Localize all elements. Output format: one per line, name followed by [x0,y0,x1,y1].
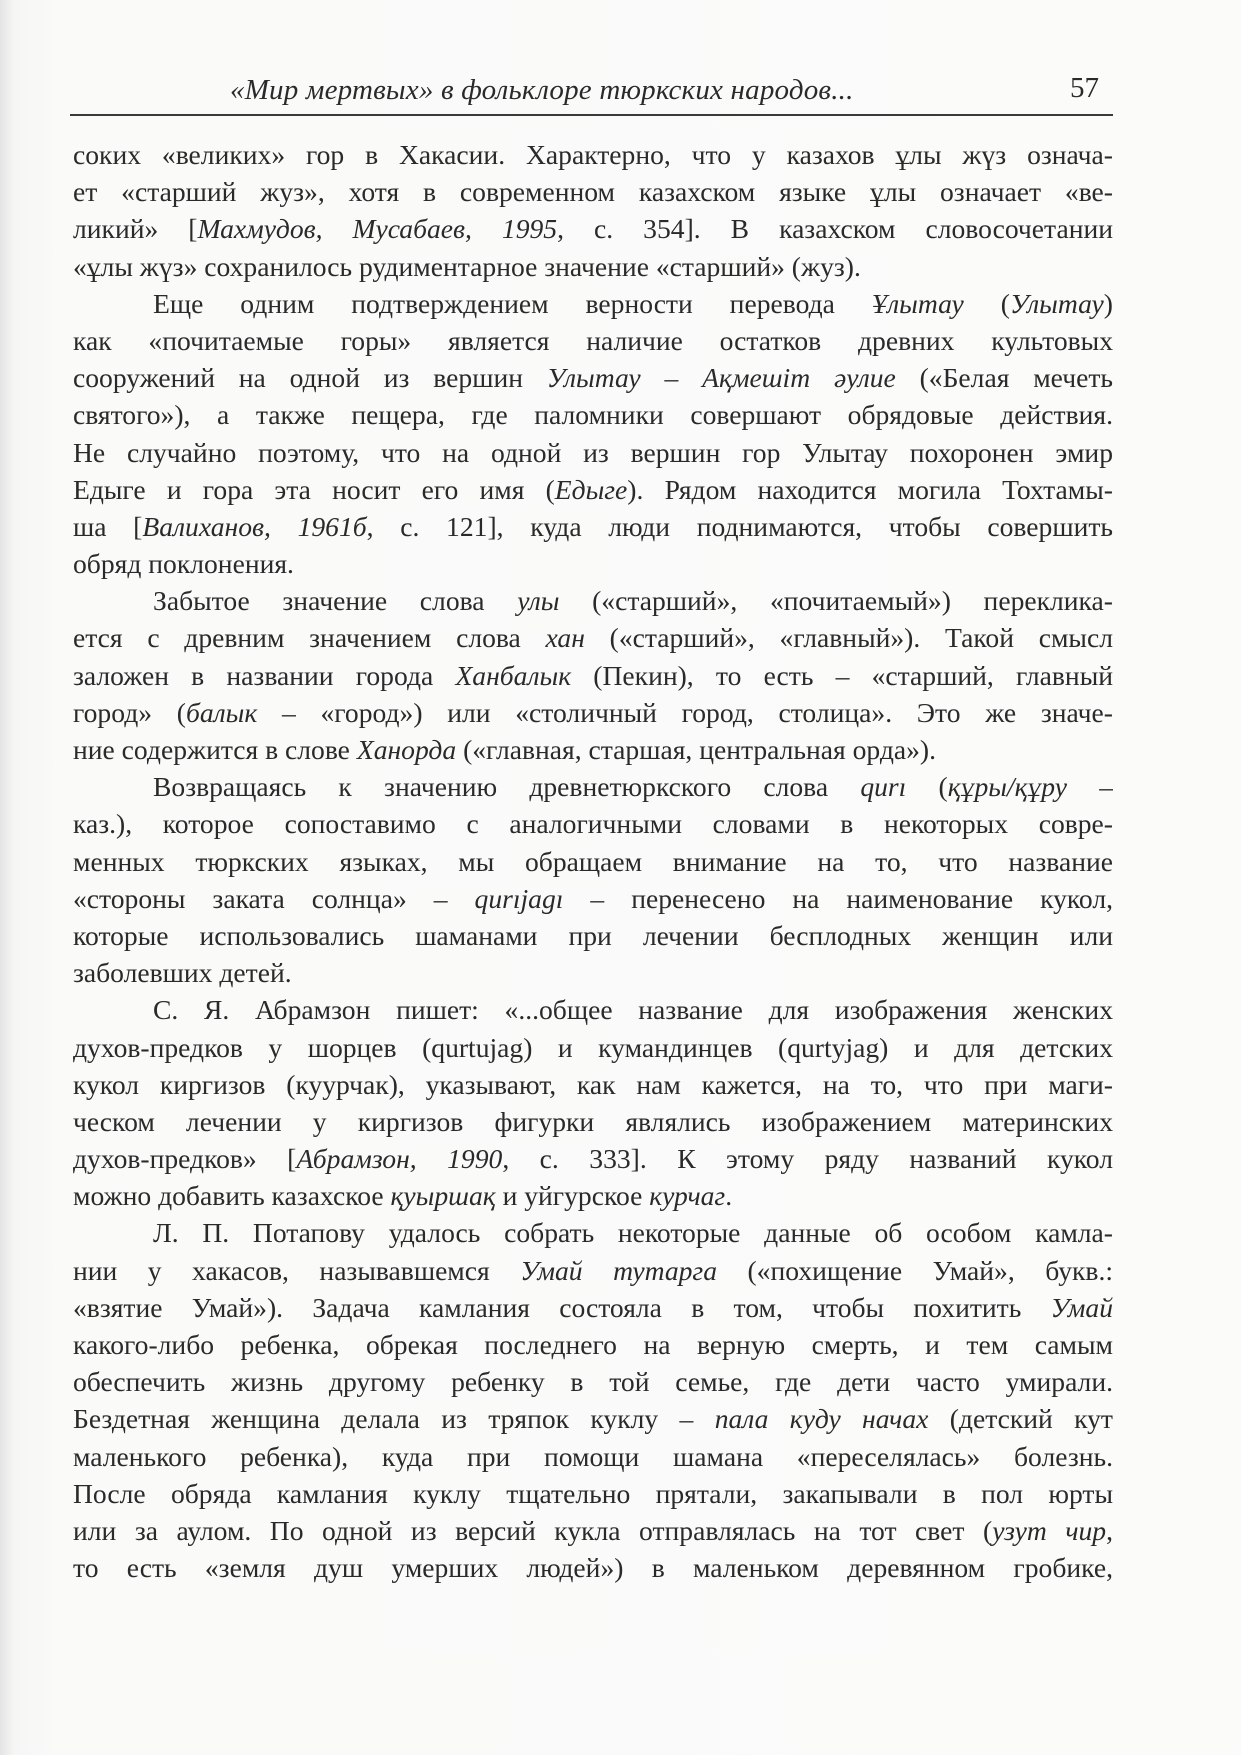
text-line: ется с древним значением слова хан («старший», «главный»). Такой смысл [73,622,1113,654]
running-title: «Мир мертвых» в фольклоре тюркских народов... [230,74,854,106]
text-line: каз.), которое сопоставимо с аналогичными словами в некоторых совре- [73,808,1113,840]
text-line: город» (балык – «город») или «столичный город, столица». Это же значе- [73,696,1113,728]
text-line: «ұлы жүз» сохранилось рудиментарное значение «старший» (жуз). [73,250,861,282]
text-line: Едыге и гора эта носит его имя (Едыге). Рядом находится могила Тохтамы- [73,473,1113,505]
text-line: как «почитаемые горы» является наличие остатков древних культовых [73,324,1113,356]
text-line: обеспечить жизнь другому ребенку в той семье, где дети часто умирали. [73,1366,1113,1398]
text-line: или за аулом. По одной из версий кукла отправлялась на тот свет (узут чир, [73,1514,1113,1546]
text-line: Не случайно поэтому, что на одной из вершин гор Улытау похоронен эмир [73,436,1113,468]
text-line: кукол киргизов (куурчак), указывают, как нам кажется, на то, что при маги- [73,1068,1113,1100]
text-line: заболевших детей. [73,957,292,989]
text-line: заложен в названии города Ханбалык (Пекин), то есть – «старший, главный [73,659,1113,691]
text-line: можно добавить казахское қуыршақ и уйгурское курчаг. [73,1180,733,1212]
text-line: «взятие Умай»). Задача камлания состояла в том, чтобы похитить Умай [73,1291,1113,1323]
text-line: менных тюркских языках, мы обращаем внимание на то, что название [73,845,1113,877]
text-line: обряд поклонения. [73,548,294,580]
text-line: духов-предков у шорцев (qurtujag) и кумандинцев (qurtyjag) и для детских [73,1031,1113,1063]
page-header [70,70,1113,116]
text-line: Возвращаясь к значению древнетюркского слова qurı (құры/құру – [153,771,1113,803]
body-text [73,136,1113,1586]
text-line: После обряда камлания куклу тщательно прятали, закапывали в пол юрты [73,1477,1113,1509]
text-line: Еще одним подтверждением верности перевода Ұлытау (Улытау) [153,287,1113,319]
text-line: которые использовались шаманами при лечении бесплодных женщин или [73,919,1113,951]
text-line: ша [Валиханов, 1961б, с. 121], куда люди поднимаются, чтобы совершить [73,510,1113,542]
text-line: нии у хакасов, называвшемся Умай тутарга («похищение Умай», букв.: [73,1254,1113,1286]
text-line: Забытое значение слова улы («старший», «почитаемый») переклика- [153,585,1113,617]
text-line: духов-предков» [Абрамзон, 1990, с. 333]. К этому ряду названий кукол [73,1143,1113,1175]
text-line: ческом лечении у киргизов фигурки являлись изображением материнских [73,1105,1113,1137]
text-line: то есть «земля душ умерших людей») в маленьком деревянном гробике, [73,1552,1113,1584]
text-line: С. Я. Абрамзон пишет: «...общее название для изображения женских [153,994,1113,1026]
text-line: ликий» [Махмудов, Мусабаев, 1995, с. 354]. В казахском словосочетании [73,213,1113,245]
text-line: святого»), а также пещера, где паломники совершают обрядовые действия. [73,399,1113,431]
text-line: сооружений на одной из вершин Улытау – Ақмешіт әулие («Белая мечеть [73,362,1113,394]
text-line: ние содержится в слове Ханорда («главная, старшая, центральная орда»). [73,734,937,765]
text-line: какого-либо ребенка, обрекая последнего на верную смерть, и тем самым [73,1329,1113,1360]
text-line: маленького ребенка), куда при помощи шамана «переселялась» болезнь. [73,1440,1113,1472]
text-line: «стороны заката солнца» – qurıjagı – перенесено на наименование кукол, [73,882,1113,914]
text-line: Бездетная женщина делала из тряпок куклу – пала куду начах (детский кут [73,1403,1113,1435]
page-number: 57 [1070,72,1099,104]
text-line: Л. П. Потапову удалось собрать некоторые данные об особом камла- [153,1217,1113,1249]
text-line: ет «старший жуз», хотя в современном казахском языке ұлы означает «ве- [73,176,1113,208]
text-line: соких «великих» гор в Хакасии. Характерно, что у казахов ұлы жүз означа- [73,139,1113,170]
